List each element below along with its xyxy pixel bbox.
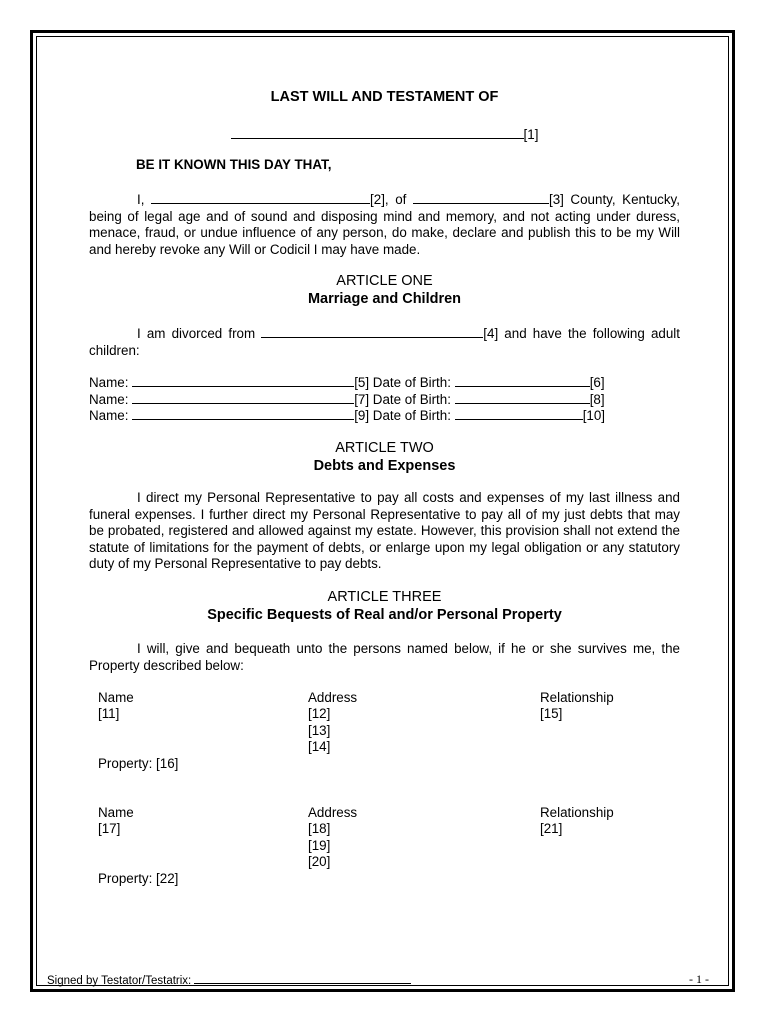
child-row-2: Name: [7] Date of Birth: [8]: [89, 392, 605, 407]
bequest-2-name: [17]: [98, 821, 121, 836]
document-title: LAST WILL AND TESTAMENT OF: [270, 89, 499, 105]
bequest-2-relationship: [21]: [540, 821, 563, 836]
bequest-1-name-header: Name: [98, 690, 134, 705]
article-three-paragraph: I will, give and bequeath unto the persons named below, if he or she survives me, the Property described below:: [89, 641, 680, 673]
article-one-paragraph: I am divorced from [4] and have the following adult children:: [89, 326, 680, 358]
bequest-1-name: [11]: [98, 706, 120, 721]
signature-label: Signed by Testator/Testatrix:: [47, 975, 192, 987]
intro-paragraph: I, [2], of [3] County, Kentucky, being of legal age and of sound and disposing mind and memory, and not acting under duress, menace, fraud, or undue influence of any person, do make, declare and publish this to be my Will and hereby revoke any Will or Codicil I may have made.: [89, 192, 680, 257]
article-two-heading: ARTICLE TWO: [335, 440, 434, 456]
bequest-1-property: Property: [16]: [98, 756, 179, 771]
bequest-1-address-header: Address: [308, 690, 358, 705]
blank-line: [231, 125, 524, 139]
bequest-2-address-header: Address: [308, 805, 358, 820]
article-three-subheading: Specific Bequests of Real and/or Personal Property: [207, 607, 562, 623]
bequest-2-address-1: [18]: [308, 821, 331, 836]
bequest-1-address-2: [13]: [308, 723, 331, 738]
bequest-2-address-3: [20]: [308, 854, 331, 869]
blank-line: [413, 190, 549, 204]
article-one-heading: ARTICLE ONE: [336, 273, 433, 289]
bequest-2-property: Property: [22]: [98, 871, 179, 886]
bequest-1-address-1: [12]: [308, 706, 331, 721]
child-row-1: Name: [5] Date of Birth: [6]: [89, 375, 605, 390]
testator-name-line: [89, 125, 680, 144]
bequest-1-relationship-header: Relationship: [540, 690, 614, 705]
bequest-2-address-2: [19]: [308, 838, 331, 853]
known-statement: BE IT KNOWN THIS DAY THAT,: [136, 157, 332, 172]
bequest-1-relationship: [15]: [540, 706, 563, 721]
bequest-1-address-3: [14]: [308, 739, 331, 754]
article-two-subheading: Debts and Expenses: [313, 458, 456, 474]
bequest-2-relationship-header: Relationship: [540, 805, 614, 820]
ref-1: [1]: [523, 127, 539, 142]
article-two-paragraph: I direct my Personal Representative to pay all costs and expenses of my last illness and funeral expenses. I further direct my Personal Representative to pay all of my just debts that may be probated, registered and allowed against my estate. However, this provision shall not extend the statute of limitations for the payment of debts, or enlarge upon my legal obligation or any statutory duty of my Personal Representative to pay debts.: [89, 490, 680, 572]
blank-line: [151, 190, 370, 204]
article-one-subheading: Marriage and Children: [307, 291, 462, 307]
child-row-3: Name: [9] Date of Birth: [10]: [89, 408, 606, 423]
article-three-heading: ARTICLE THREE: [327, 589, 442, 605]
page-footer: [47, 972, 709, 987]
blank-line: [261, 324, 483, 338]
signature-line: [194, 972, 411, 984]
page-number: - 1 -: [689, 972, 709, 986]
bequest-2-name-header: Name: [98, 805, 134, 820]
